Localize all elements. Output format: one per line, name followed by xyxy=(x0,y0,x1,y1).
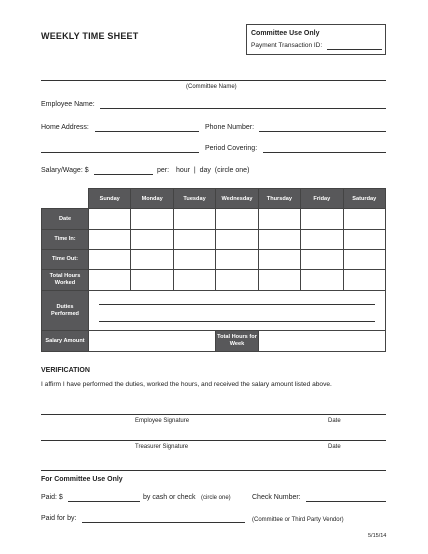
duties-line-1[interactable] xyxy=(99,304,375,305)
date-cell[interactable] xyxy=(258,209,300,230)
total-hours-cell[interactable] xyxy=(173,270,215,291)
transaction-id-label: Payment Transaction ID: xyxy=(251,42,323,49)
table-corner xyxy=(42,189,89,209)
row-label-time-out: Time Out: xyxy=(42,250,89,270)
time-out-cell[interactable] xyxy=(343,250,385,270)
transaction-id-field[interactable] xyxy=(327,49,382,50)
treasurer-signature-label: Treasurer Signature xyxy=(135,444,189,450)
time-in-cell[interactable] xyxy=(258,230,300,250)
salary-amount-cell[interactable] xyxy=(89,331,216,352)
duties-line-2[interactable] xyxy=(99,321,375,322)
duties-performed-cell[interactable] xyxy=(89,291,386,331)
period-covering-label: Period Covering: xyxy=(205,145,258,152)
time-in-cell[interactable] xyxy=(131,230,173,250)
paid-for-by-caption: (Committee or Third Party Vendor) xyxy=(252,517,344,523)
committee-use-heading: Committee Use Only xyxy=(251,30,320,37)
paid-method-text[interactable]: by cash or check xyxy=(143,494,196,501)
date-cell[interactable] xyxy=(216,209,258,230)
committee-name-field[interactable] xyxy=(41,80,386,81)
row-label-duties-performed: Duties Performed xyxy=(42,291,89,331)
phone-number-field[interactable] xyxy=(259,131,386,132)
time-out-cell[interactable] xyxy=(89,250,131,270)
check-number-label: Check Number: xyxy=(252,494,301,501)
per-label: per: xyxy=(157,167,170,174)
day-header: Sunday xyxy=(89,189,131,209)
employee-signature-field[interactable] xyxy=(41,414,386,415)
date-cell[interactable] xyxy=(173,209,215,230)
time-out-cell[interactable] xyxy=(301,250,343,270)
date-cell[interactable] xyxy=(301,209,343,230)
total-hours-cell[interactable] xyxy=(216,270,258,291)
date-cell[interactable] xyxy=(131,209,173,230)
paid-amount-field[interactable] xyxy=(68,501,140,502)
salary-wage-field[interactable] xyxy=(94,174,153,175)
treasurer-signature-date-label: Date xyxy=(328,444,341,450)
revision-date: 5/15/14 xyxy=(368,533,387,539)
day-header: Tuesday xyxy=(173,189,215,209)
home-address-label: Home Address: xyxy=(41,124,89,131)
per-options[interactable]: hour | day (circle one) xyxy=(176,167,250,174)
section-divider xyxy=(41,470,386,471)
day-header: Wednesday xyxy=(216,189,258,209)
home-address-field[interactable] xyxy=(95,131,199,132)
date-cell[interactable] xyxy=(89,209,131,230)
row-label-total-hours-week: Total Hours for Week xyxy=(216,331,258,352)
verification-statement: I affirm I have performed the duties, worked the hours, and received the salary amount listed above. xyxy=(41,381,332,388)
employee-name-field[interactable] xyxy=(100,108,386,109)
check-number-field[interactable] xyxy=(306,501,386,502)
time-out-cell[interactable] xyxy=(258,250,300,270)
date-cell[interactable] xyxy=(343,209,385,230)
row-label-salary-amount: Salary Amount xyxy=(42,331,89,352)
paid-label: Paid: $ xyxy=(41,494,63,501)
period-covering-field[interactable] xyxy=(263,152,386,153)
day-header: Friday xyxy=(301,189,343,209)
committee-use-only-heading: For Committee Use Only xyxy=(41,476,123,483)
phone-number-label: Phone Number: xyxy=(205,124,255,131)
circle-one-note: (circle one) xyxy=(201,495,231,501)
day-header: Saturday xyxy=(343,189,385,209)
time-in-cell[interactable] xyxy=(301,230,343,250)
employee-signature-label: Employee Signature xyxy=(135,418,190,424)
total-hours-cell[interactable] xyxy=(131,270,173,291)
day-header: Monday xyxy=(131,189,173,209)
paid-for-by-field[interactable] xyxy=(82,522,245,523)
page-title: WEEKLY TIME SHEET xyxy=(41,31,139,41)
row-label-time-in: Time In: xyxy=(42,230,89,250)
time-out-cell[interactable] xyxy=(173,250,215,270)
time-in-cell[interactable] xyxy=(89,230,131,250)
employee-name-label: Employee Name: xyxy=(41,101,95,108)
time-sheet-table xyxy=(41,188,386,352)
home-address-line2-field[interactable] xyxy=(41,152,199,153)
treasurer-signature-field[interactable] xyxy=(41,440,386,441)
total-hours-cell[interactable] xyxy=(343,270,385,291)
time-in-cell[interactable] xyxy=(343,230,385,250)
committee-use-box xyxy=(246,24,386,55)
employee-signature-date-label: Date xyxy=(328,418,341,424)
total-hours-cell[interactable] xyxy=(258,270,300,291)
total-hours-cell[interactable] xyxy=(301,270,343,291)
time-out-cell[interactable] xyxy=(216,250,258,270)
total-hours-cell[interactable] xyxy=(89,270,131,291)
row-label-date: Date xyxy=(42,209,89,230)
time-in-cell[interactable] xyxy=(173,230,215,250)
committee-name-caption: (Committee Name) xyxy=(186,84,237,90)
row-label-total-hours-worked: Total Hours Worked xyxy=(42,270,89,291)
day-header: Thursday xyxy=(258,189,300,209)
verification-heading: VERIFICATION xyxy=(41,367,90,374)
salary-wage-label: Salary/Wage: $ xyxy=(41,167,89,174)
total-hours-week-cell[interactable] xyxy=(258,331,385,352)
time-out-cell[interactable] xyxy=(131,250,173,270)
time-in-cell[interactable] xyxy=(216,230,258,250)
paid-for-by-label: Paid for by: xyxy=(41,515,77,522)
